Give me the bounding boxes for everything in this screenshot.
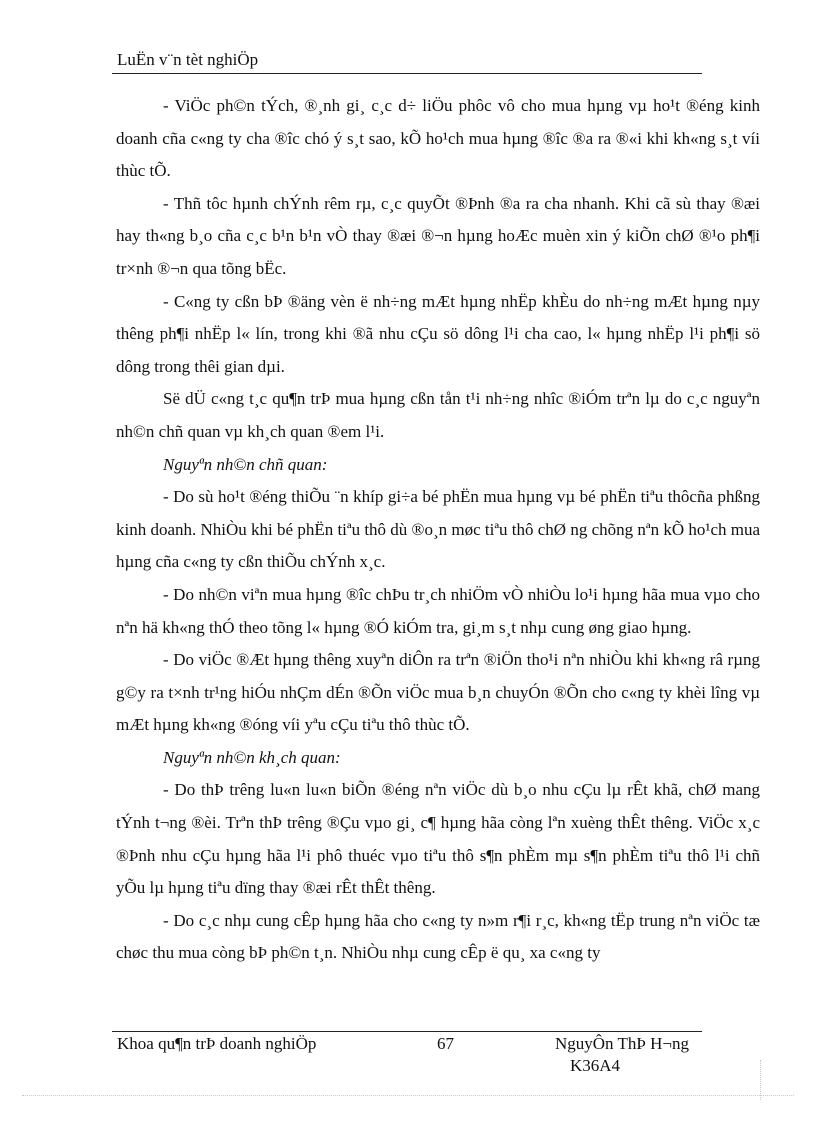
paragraph: - Do c¸c nhµ cung cÊp hµng hãa cho c«ng ty n»m r¶i r¸c, kh«ng tËp trung nªn viÖc tæ chøc thu mua còng bÞ ph©n t¸n. NhiÒu nhµ cung cÊp ë qu¸ xa c«ng ty bbox=[116, 910, 760, 963]
header-divider bbox=[112, 73, 702, 74]
page-header-title: LuËn v¨n tèt nghiÖp bbox=[117, 50, 259, 69]
paragraph: - Do nh©n viªn mua hµng ®îc chÞu tr¸ch nhiÖm vÒ nhiÒu lo¹i hµng hãa mua vµo cho nªn hä kh«ng thÓ theo tõng l« hµng ®Ó kiÓm tra, gi¸m s¸t nhµ cung øng giao hµng. bbox=[116, 584, 760, 637]
footer-faculty: Khoa qu¶n trÞ doanh nghiÖp bbox=[117, 1034, 317, 1053]
footer-divider bbox=[112, 1031, 702, 1032]
author-name: NguyÔn ThÞ H¬ng bbox=[555, 1034, 689, 1053]
paragraph: - Thñ tôc hµnh chÝnh rêm rµ, c¸c quyÕt ®Þnh ®a ra cha nhanh. Khi cã sù thay ®æi hay th«ng b¸o cña c¸c b¹n b¹n vÒ thay ®æi ®¬n hµng hoÆc muèn xin ý kiÕn chØ ®¹o ph¶i tr×nh ®¬n qua tõng bËc. bbox=[116, 193, 760, 278]
page-edge-guide bbox=[22, 1095, 794, 1096]
paragraph: - Do sù ho¹t ®éng thiÕu ¨n khíp gi÷a bé phËn mua hµng vµ bé phËn tiªu thôcña phßng kinh doanh. NhiÒu khi bé phËn tiªu thô dù ®o¸n møc tiªu thô chØ ng chõng nªn kÕ ho¹ch mua hµng cña c«ng ty cßn thiÕu chÝnh x¸c. bbox=[116, 487, 761, 572]
paragraph: - ViÖc ph©n tÝch, ®¸nh gi¸ c¸c d÷ liÖu phôc vô cho mua hµng vµ ho¹t ®éng kinh doanh cña c«ng ty cha ®îc chó ý s¸t sao, kÕ ho¹ch mua hµng ®îc ®a ra ®«i khi kh«ng s¸t víi thùc tÕ. bbox=[116, 96, 760, 181]
paragraph: - Do viÖc ®Æt hµng thêng xuyªn diÔn ra trªn ®iÖn tho¹i nªn nhiÒu khi kh«ng râ rµng g©y ra t×nh tr¹ng hiÓu nhÇm dÉn ®Õn viÖc mua b¸n chuyÓn ®Õn cho c«ng ty khèi lîng vµ mÆt hµng kh«ng ®óng víi yªu cÇu tiªu thô thùc tÕ. bbox=[116, 650, 760, 735]
page-number: 67 bbox=[437, 1034, 454, 1053]
footer-author bbox=[555, 1033, 689, 1077]
document-body bbox=[116, 90, 760, 970]
subheading: Nguyªn nh©n chñ quan: bbox=[163, 454, 328, 474]
author-class: K36A4 bbox=[570, 1056, 621, 1075]
page-corner-guide bbox=[760, 1060, 761, 1100]
paragraph: - Do thÞ trêng lu«n lu«n biÕn ®éng nªn viÖc dù b¸o nhu cÇu lµ rÊt khã, chØ mang tÝnh t¬ng ®èi. Trªn thÞ trêng ®Çu vµo gi¸ c¶ hµng hãa còng lªn xuèng thÊt thêng. ViÖc x¸c ®Þnh nhu cÇu hµng hãa l¹i phô thuéc vµo tiªu thô s¶n phÈm mµ s¶n phÈm tiªu thô l¹i chñ yÕu lµ hµng tiªu dïng thay ®æi rÊt thÊt thêng. bbox=[116, 780, 760, 898]
paragraph: Së dÜ c«ng t¸c qu¶n trÞ mua hµng cßn tån t¹i nh÷ng nhîc ®iÓm trªn lµ do c¸c nguyªn nh©n chñ quan vµ kh¸ch quan ®em l¹i. bbox=[116, 389, 760, 441]
subheading: Nguyªn nh©n kh¸ch quan: bbox=[163, 747, 341, 767]
paragraph: - C«ng ty cßn bÞ ®äng vèn ë nh÷ng mÆt hµng nhËp khÈu do nh÷ng mÆt hµng nµy thêng ph¶i nhËp l« lín, trong khi ®ã nhu cÇu sö dông l¹i cha cao, l« hµng nhËp l¹i ph¶i sö dông trong thêi gian dµi. bbox=[116, 291, 760, 376]
